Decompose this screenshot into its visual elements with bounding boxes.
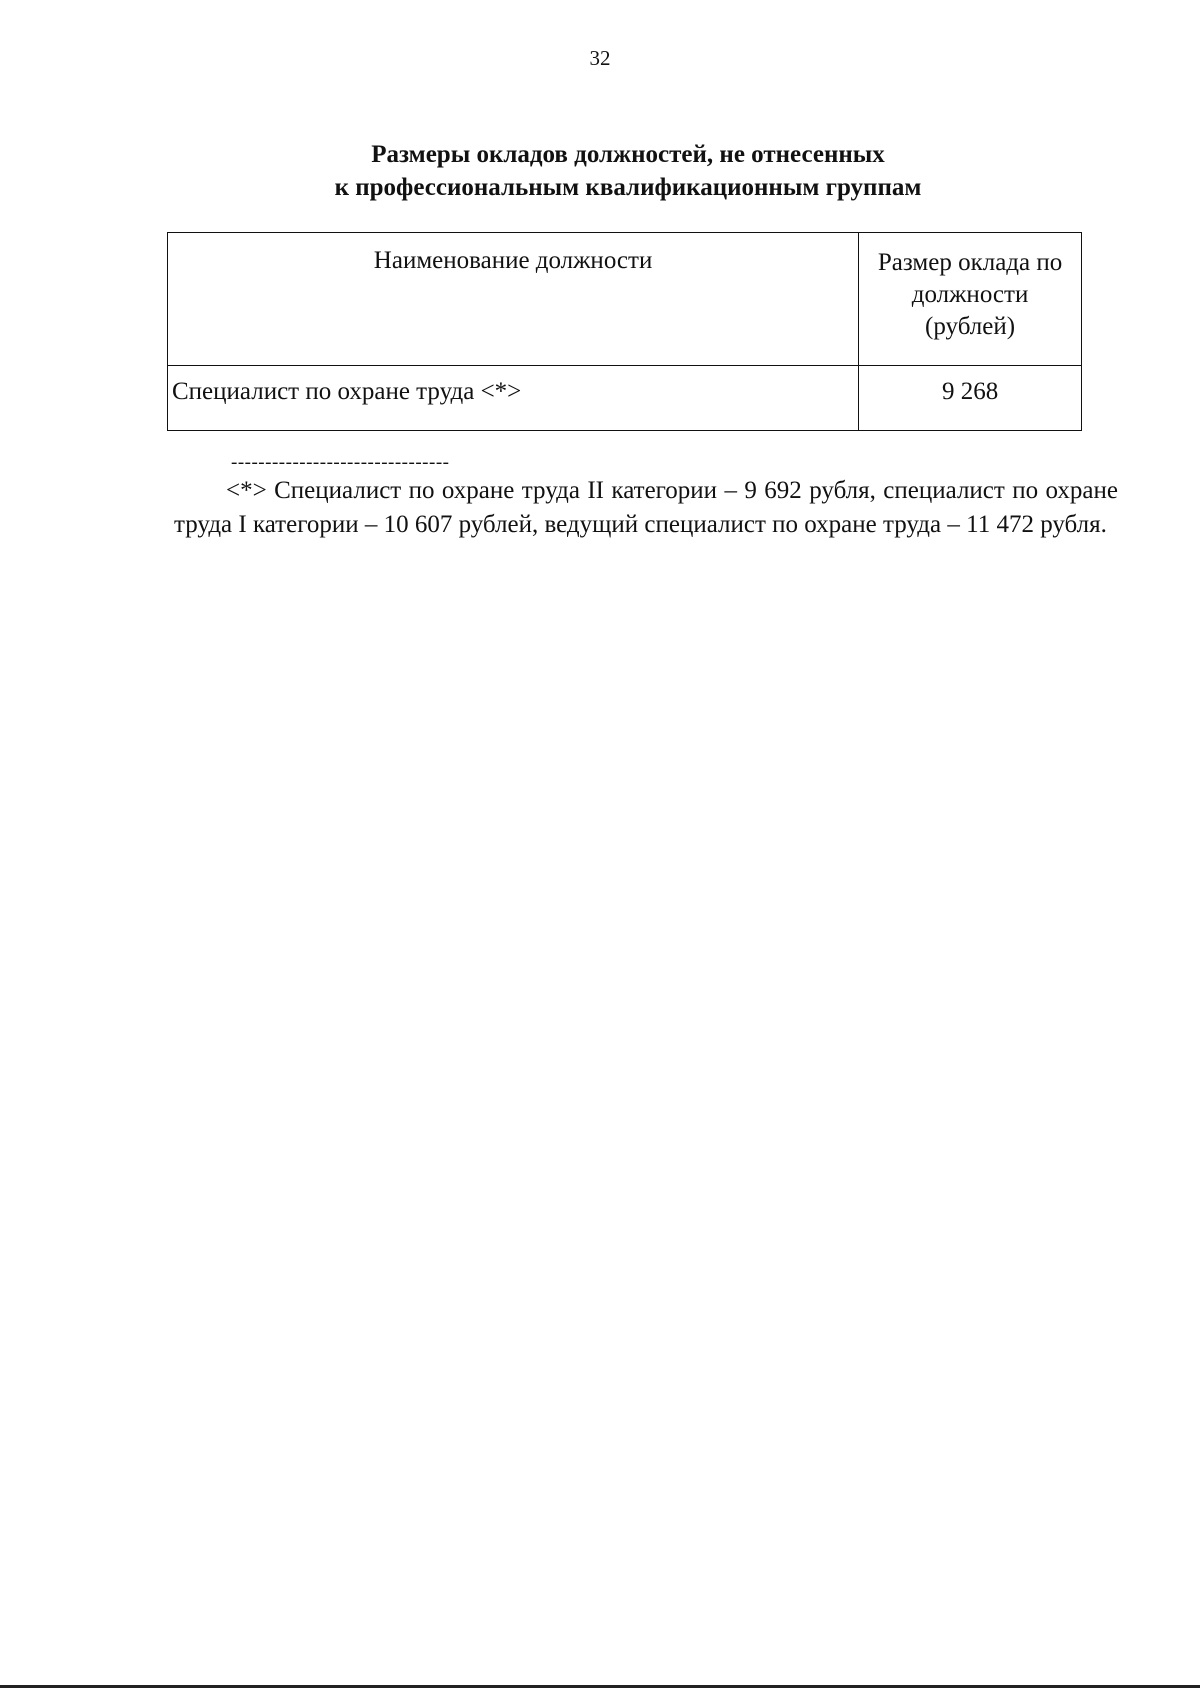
document-title — [150, 138, 1106, 204]
footnote-text: <*> Специалист по охране труда II категории – 9 692 рубля, специалист по охране труда I категории – 10 607 рублей, ведущий специалист по охране труда – 11 472 рубля. — [174, 477, 1118, 538]
footnote-separator: -------------------------------- — [231, 452, 450, 473]
salary-table — [167, 232, 1082, 431]
header-position-name: Наименование должности — [168, 233, 859, 366]
salary-value-cell: 9 268 — [859, 366, 1082, 431]
title-line-2: к профессиональным квалификационным группам — [334, 174, 922, 201]
position-name-cell: Специалист по охране труда <*> — [168, 366, 859, 431]
page-number: 32 — [589, 46, 611, 70]
header-salary-line-3: (рублей) — [925, 313, 1016, 340]
header-salary-line-1: Размер оклада по — [877, 249, 1063, 276]
table-header-row — [168, 233, 1082, 366]
header-salary-size — [859, 233, 1082, 366]
table-row — [168, 366, 1082, 431]
title-line-1: Размеры окладов должностей, не отнесенных — [371, 141, 885, 168]
header-salary-line-2: должности — [911, 281, 1029, 308]
